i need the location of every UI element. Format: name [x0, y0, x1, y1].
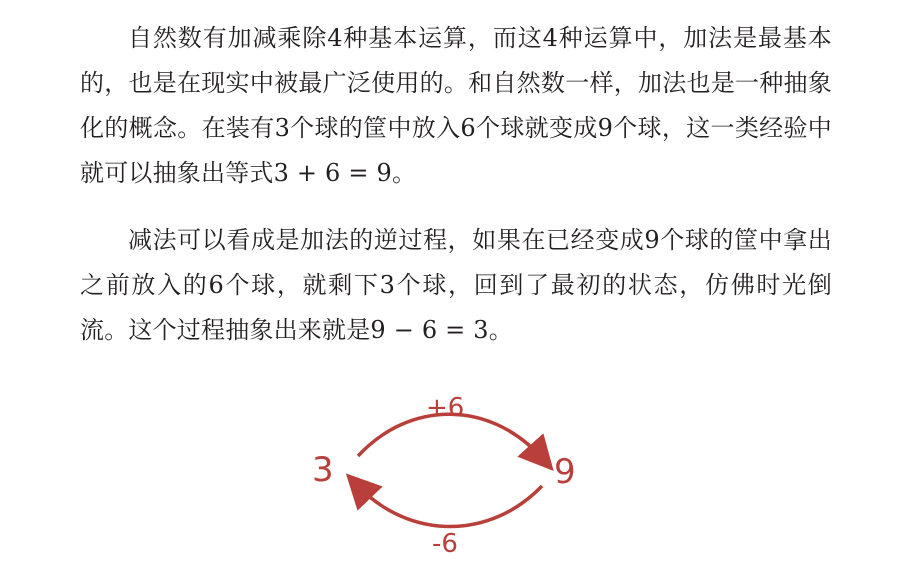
- plus-label: +6: [426, 393, 465, 423]
- paragraph-addition: 自然数有加减乘除4种基本运算，而这4种运算中，加法是最基本的，也是在现实中被最广泛使用的。和自然数一样，加法也是一种抽象化的概念。在装有3个球的筐中放入6个球就变成9个球，这一类经验中就可以抽象出等式3 + 6 = 9。: [80, 24, 832, 187]
- right-number: 9: [554, 452, 576, 492]
- left-number: 3: [312, 450, 334, 490]
- minus-arrow: [358, 486, 542, 527]
- minus-label: -6: [432, 529, 458, 559]
- add-subtract-diagram: [300, 380, 600, 565]
- paragraph-subtraction: 减法可以看成是加法的逆过程，如果在已经变成9个球的筐中拿出之前放入的6个球，就剩下3个球，回到了最初的状态，仿佛时光倒流。这个过程抽象出来就是9 − 6 = 3。: [80, 226, 832, 344]
